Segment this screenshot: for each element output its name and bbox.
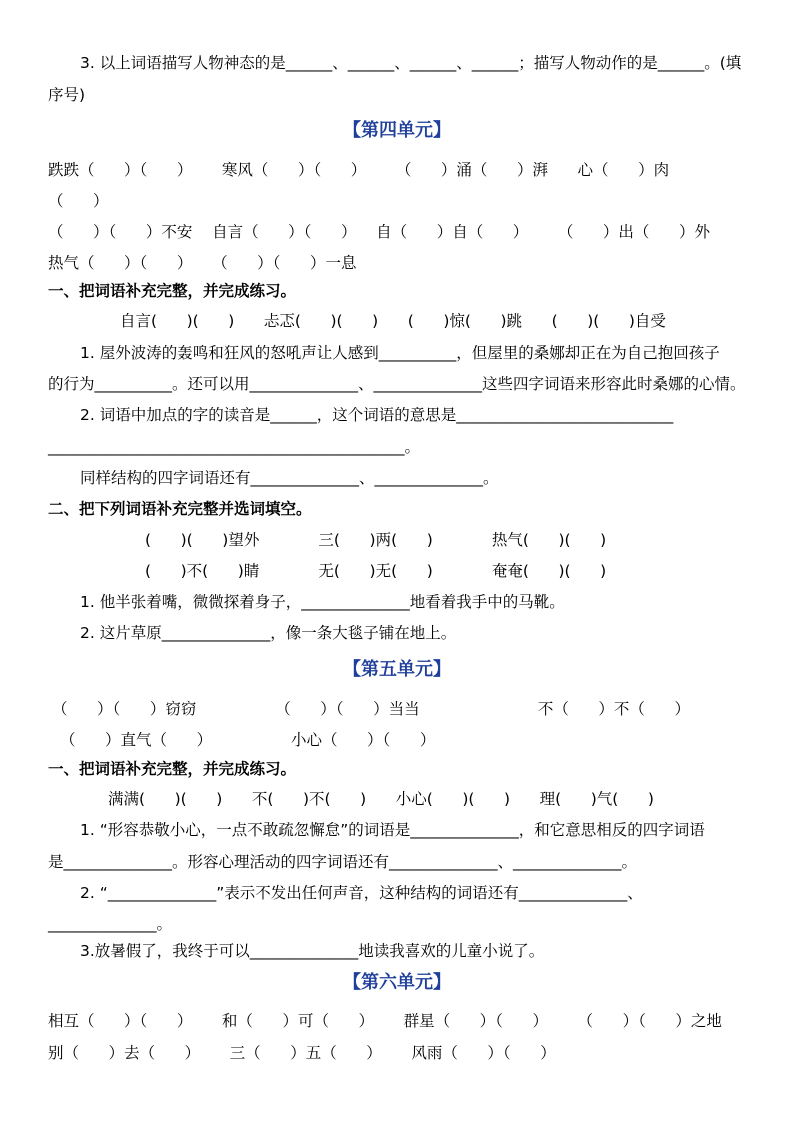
unit4-sec2-q1: 1. 他半张着嘴，微微探着身子，______________地看着我手中的马靴。: [80, 593, 565, 611]
unit5-sec1-words: 满满( )( ) 不( )不( ) 小心( )( ) 理( )气( ): [108, 790, 654, 808]
unit5-sec1-q3: 3.放暑假了，我终于可以______________地读我喜欢的儿童小说了。: [80, 942, 545, 960]
unit4-sec2-title: 二、把下列词语补充完整并选词填空。: [48, 500, 312, 518]
unit4-vocab-row2: （ ）（ ）不安 自言（ ）（ ） 自（ ）自（ ） （ ）出（ ）外: [48, 223, 710, 241]
unit4-sec1-q2-line3: 同样结构的四字词语还有______________、______________。: [80, 469, 499, 487]
unit5-heading: 【第五单元】: [343, 659, 451, 680]
unit4-sec1-title: 一、把词语补充完整，并完成练习。: [48, 282, 297, 300]
unit5-sec1-q1-line2: 是______________。形容心理活动的四字词语还有______________、______________。: [48, 853, 638, 871]
unit4-sec2-q2: 2. 这片草原______________，像一条大毯子铺在地上。: [80, 624, 457, 642]
unit4-sec2-words-row2: ( )不( )睛 无( )无( ) 奄奄( )( ): [145, 562, 607, 580]
unit6-vocab-row2: 别（ ）去（ ） 三（ ）五（ ） 风雨（ ）（ ）: [48, 1044, 556, 1062]
unit5-vocab-row2: （ ）直气（ ） 小心（ ）（ ）: [60, 731, 436, 749]
unit4-vocab-row3: 热气（ ）（ ） （ ）（ ）一息: [48, 254, 357, 272]
unit5-sec1-q2-line2: ______________。: [48, 915, 173, 933]
unit4-heading: 【第四单元】: [343, 120, 451, 141]
unit5-sec1-q2-line1: 2. “______________”表示不发出任何声音，这种结构的词语还有______________、: [80, 884, 643, 902]
unit6-heading: 【第六单元】: [343, 972, 451, 993]
unit4-sec1-q2-line1: 2. 词语中加点的字的读音是______，这个词语的意思是____________________________: [80, 406, 674, 424]
unit6-vocab-row1: 相互（ ）（ ） 和（ ）可（ ） 群星（ ）（ ） （ ）（ ）之地: [48, 1012, 722, 1030]
unit4-sec2-words-row1: ( )( )望外 三( )两( ) 热气( )( ): [145, 531, 607, 549]
unit5-vocab-row1: （ ）（ ）窃窃 （ ）（ ）当当 不（ ）不（ ）: [52, 700, 690, 718]
unit4-vocab-row1: 跌跌（ ）（ ） 寒风（ ）（ ） （ ）涌（ ）湃 心（ ）肉: [48, 161, 670, 179]
unit4-sec1-q2-line2: ______________________________________________。: [48, 438, 421, 456]
unit3-q3-line1: 3. 以上词语描写人物神态的是______、______、______、______；描写人物动作的是______。(填: [80, 54, 742, 72]
unit4-sec1-q1-line1: 1. 屋外波涛的轰鸣和狂风的怒吼声让人感到__________，但屋里的桑娜却正在为自己抱回孩子: [80, 344, 720, 362]
unit4-vocab-row1-wrap: （ ）: [48, 192, 109, 210]
unit4-sec1-words: 自言( )( ) 忐忑( )( ) ( )惊( )跳 ( )( )自受: [120, 312, 666, 330]
unit5-sec1-q1-line1: 1. “形容恭敬小心，一点不敢疏忽懈怠”的词语是______________，和它意思相反的四字词语: [80, 821, 705, 839]
unit3-q3-line2: 序号): [48, 86, 86, 104]
unit4-sec1-q1-line2: 的行为__________。还可以用______________、______________这些四字词语来形容此时桑娜的心情。: [48, 375, 746, 393]
unit5-sec1-title: 一、把词语补充完整，并完成练习。: [48, 760, 297, 778]
